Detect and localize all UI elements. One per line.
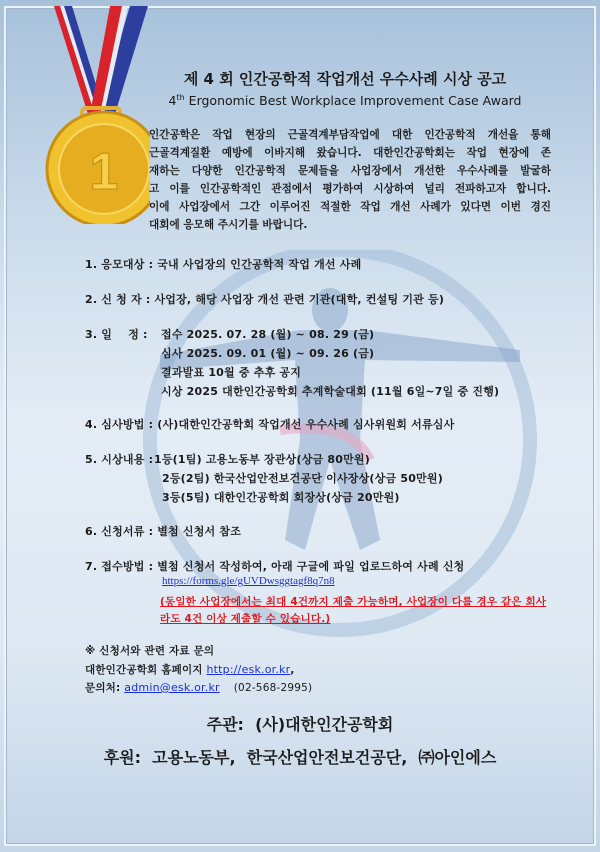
svg-text:1: 1 [89, 143, 119, 201]
page-title: 제 4 회 인간공학적 작업개선 우수사례 시상 공고 [183, 70, 507, 88]
notice-line: 라도 4건 이상 제출할 수 있습니다.) [160, 613, 331, 625]
schedule-line: 결과발표 10월 중 추후 공지 [161, 366, 302, 379]
subtitle-ordinal: 4 [168, 93, 177, 109]
prize-line: 1등(1팀) 고용노동부 장관상(상금 80만원) [154, 453, 370, 466]
host-organization: 주관: (사)대한인간공학회 [206, 715, 394, 734]
item-applicant: 2. 신 청 자 : 사업장, 해당 사업장 개선 관련 기관(대학, 컨설팅 기관 등) [85, 293, 445, 306]
contact-homepage [85, 662, 295, 677]
schedule-line: 접수 2025. 07. 28 (월) ~ 08. 29 (금) [161, 328, 375, 341]
intro-line: 고 이를 인간공학적인 관점에서 평가하여 시상하여 널리 전파하고자 합니다. [149, 183, 551, 195]
schedule-line: 시상 2025 대한인간공학회 추계학술대회 (11월 6일~7일 중 진행) [161, 385, 500, 398]
schedule-line: 심사 2025. 09. 01 (월) ~ 09. 26 (금) [161, 347, 375, 360]
homepage-link[interactable]: http://esk.or.kr [206, 663, 291, 676]
intro-line: 근골격계질환 예방에 이바지해 왔습니다. 대한인간공학회는 작업 현장에 존 [149, 147, 551, 159]
phone-number: (02-568-2995) [233, 682, 313, 694]
subtitle-text: Ergonomic Best Workplace Improvement Case Award [184, 93, 522, 109]
sponsors: 후원: 고용노동부, 한국산업안전보건공단, ㈜아인에스 [103, 748, 497, 767]
item-method: 7. 접수방법 : 별첨 신청서 작성하여, 아래 구글에 파일 업로드하여 사례 신청 [85, 560, 465, 573]
item-schedule-label: 3. 일 정 : [85, 328, 148, 341]
gold-medal-icon [20, 4, 150, 224]
inquiry-label: 문의처: [85, 682, 125, 694]
homepage-suffix: , [290, 664, 295, 676]
contact-inquiry [85, 680, 312, 695]
intro-line: 인간공학은 작업 현장의 근골격계부담작업에 대한 인간공학적 개선을 통해 [149, 129, 551, 141]
page-subtitle [0, 93, 600, 108]
contact-heading: ※ 신청서와 관련 자료 문의 [85, 645, 215, 657]
prize-line: 3등(5팀) 대한인간공학회 회장상(상금 20만원) [162, 491, 400, 504]
homepage-label: 대한인간공학회 홈페이지 [85, 664, 207, 676]
item-review: 4. 심사방법 : (사)대한인간공학회 작업개선 우수사례 심사위원회 서류심사 [85, 418, 455, 431]
intro-line: 재하는 다양한 인간공학적 문제들을 사업장에서 개선한 우수사례를 발굴하 [149, 165, 551, 177]
intro-line: 이에 사업장에서 그간 이루어진 적절한 작업 개선 사례가 있다면 이번 경진 [149, 201, 551, 213]
notice-line: (동일한 사업장에서는 최대 4건까지 제출 가능하며, 사업장이 다를 경우 같은 회사 [160, 596, 547, 608]
intro-paragraph [149, 126, 551, 234]
intro-line: 대회에 응모해 주시기를 바랍니다. [149, 219, 308, 231]
item-prize-label: 5. 시상내용 : [85, 453, 154, 466]
email-link[interactable]: admin@esk.or.kr [124, 681, 220, 694]
item-documents: 6. 신청서류 : 별첨 신청서 참조 [85, 525, 242, 538]
subtitle-sup: th [176, 93, 185, 102]
vitruvian-figure-watermark [120, 250, 540, 650]
prize-line: 2등(2팀) 한국산업안전보건공단 이사장상(상금 50만원) [162, 472, 443, 485]
form-link[interactable]: https://forms.gle/gUVDwsggtagf8q7n8 [162, 575, 335, 587]
item-target: 1. 응모대상 : 국내 사업장의 인간공학적 작업 개선 사례 [85, 258, 362, 271]
